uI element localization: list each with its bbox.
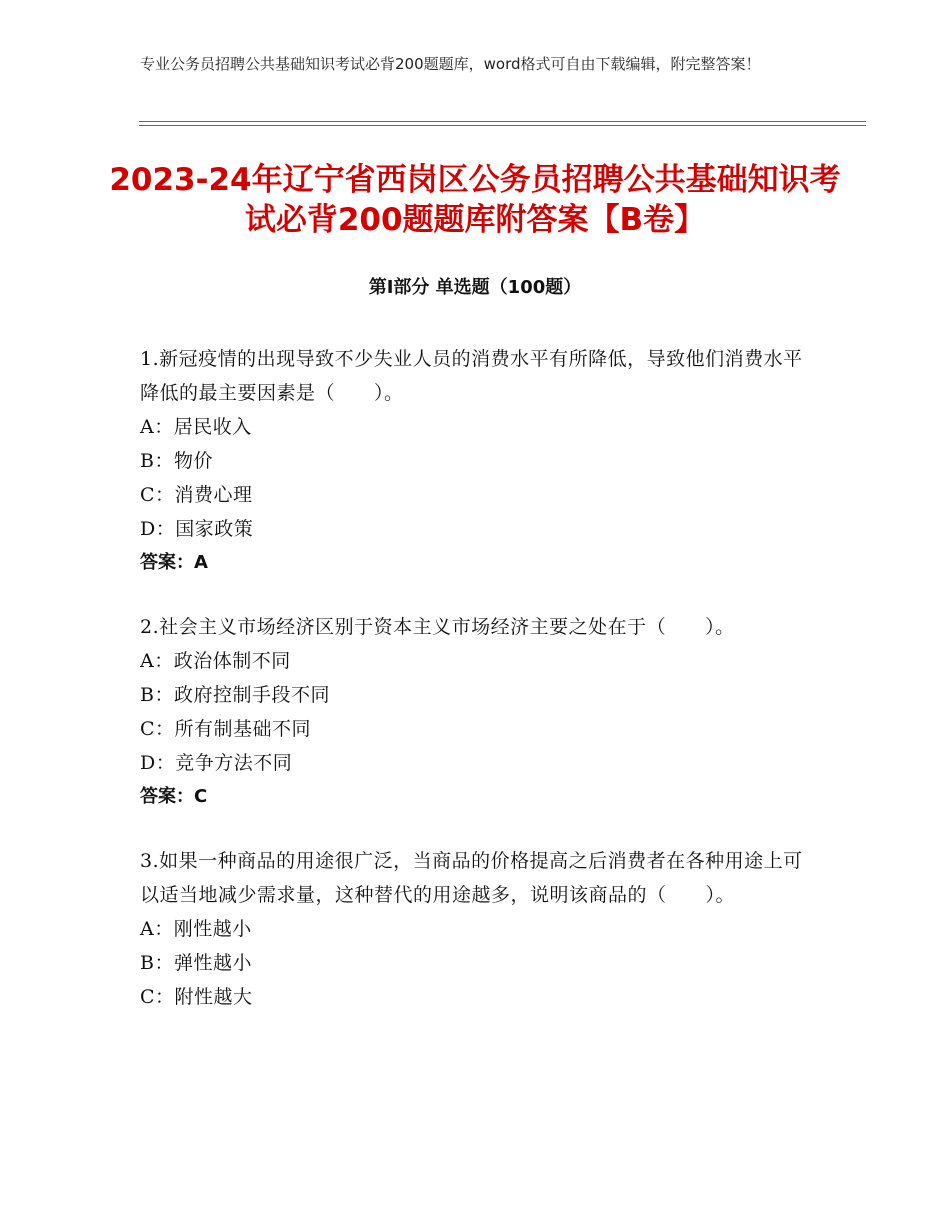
question-stem: 2.社会主义市场经济区别于资本主义市场经济主要之处在于（ ）。 xyxy=(140,616,735,638)
question-1 xyxy=(140,342,805,580)
question-3 xyxy=(140,844,805,1014)
option-c: C：消费心理 xyxy=(140,484,253,506)
option-c: C：附性越大 xyxy=(140,986,253,1008)
header-note: 专业公务员招聘公共基础知识考试必背200题题库，word格式可自由下载编辑，附完整答案！ xyxy=(140,55,761,73)
option-a: A：居民收入 xyxy=(140,416,252,438)
question-2 xyxy=(140,610,805,814)
option-d: D：竞争方法不同 xyxy=(140,752,293,774)
answer-label: 答案：C xyxy=(140,786,208,807)
option-b: B：弹性越小 xyxy=(140,952,252,974)
question-stem: 1.新冠疫情的出现导致不少失业人员的消费水平有所降低，导致他们消费水平降低的最主要因素是（ ）。 xyxy=(140,348,803,404)
question-stem: 3.如果一种商品的用途很广泛，当商品的价格提高之后消费者在各种用途上可以适当地减少需求量，这种替代的用途越多，说明该商品的（ ）。 xyxy=(140,850,803,906)
option-a: A：刚性越小 xyxy=(140,918,252,940)
document-title: 2023-24年辽宁省西岗区公务员招聘公共基础知识考试必背200题题库附答案【B卷】 xyxy=(109,162,841,238)
question-list xyxy=(140,342,805,1044)
option-b: B：物价 xyxy=(140,450,213,472)
option-b: B：政府控制手段不同 xyxy=(140,684,330,706)
option-d: D：国家政策 xyxy=(140,518,254,540)
option-a: A：政治体制不同 xyxy=(140,650,291,672)
section-title: 第Ⅰ部分 单选题（100题） xyxy=(368,277,582,298)
option-c: C：所有制基础不同 xyxy=(140,718,312,740)
header-divider xyxy=(139,121,866,126)
answer-label: 答案：A xyxy=(140,552,208,573)
